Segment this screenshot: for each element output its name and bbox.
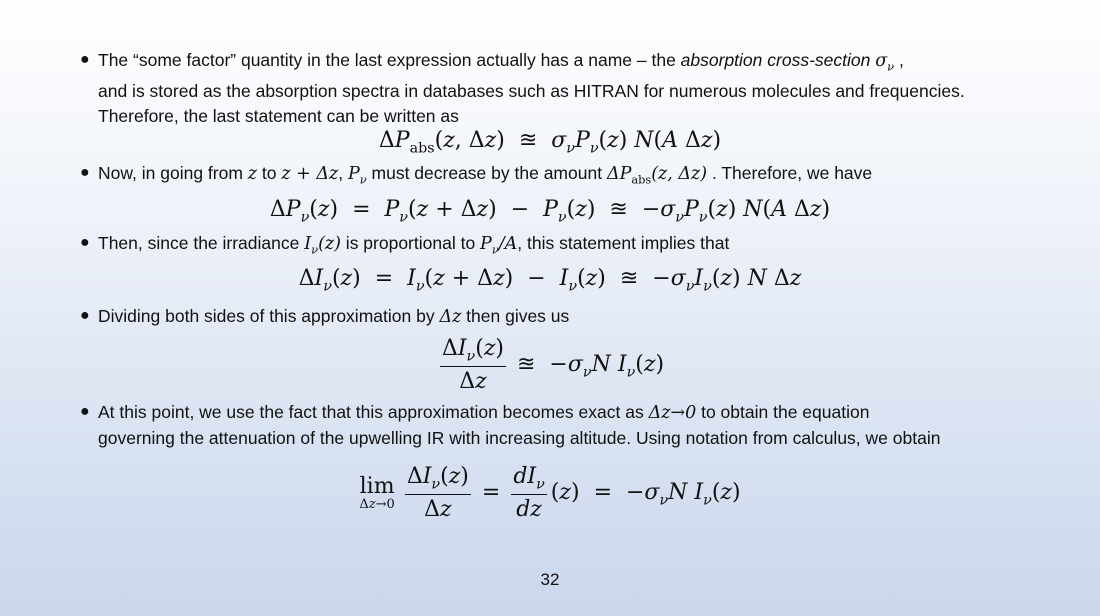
emphasis-term: absorption cross-section — [680, 50, 871, 70]
equation-2: $\Delta P_\nu(z) = P_\nu(z + \Delta z) - P_\nu(z)$ ≊ $-\sigma_\nu P_\nu(z)$ N(A Δz) — [269, 197, 831, 226]
math-expression: (z) — [318, 234, 341, 254]
bullet-text-part: , — [894, 50, 904, 70]
bullet-text — [98, 161, 1038, 192]
math-symbol: P — [480, 234, 492, 254]
bullet-text-part: Then, since the irradiance — [98, 233, 305, 253]
equation-5: lim Δz→0 $\frac{\Delta I_\nu(z)}{\Delta z}$ = $\frac{dI_\nu}{dz}$ $(z) = -\sigma_\nu N$ $I_\nu(z)$ — [359, 464, 741, 523]
limit-operator: lim Δz→0 — [359, 474, 395, 513]
math-symbol: ΔP — [606, 164, 632, 184]
bullet-text-line: and is stored as the absorption spectra in databases such as HITRAN for numerous molecules and frequencies. Therefore, the last statement can be written as — [98, 81, 965, 126]
math-subscript: ν — [311, 242, 319, 257]
fraction: $\frac{\Delta I_\nu(z)}{\Delta z}$ — [406, 464, 469, 523]
bullet-text-part: , — [338, 163, 348, 183]
bullet-text-part: then gives us — [461, 306, 570, 326]
bullet-text-part: to — [257, 163, 282, 183]
math-subscript: ν — [887, 59, 895, 74]
equation-3: $\Delta I_\nu(z) = I_\nu(z + \Delta z) - I_\nu(z)$ ≊ $-\sigma_\nu I_\nu(z)$ N Δz — [298, 266, 802, 295]
math-expression: z + Δz — [281, 164, 339, 184]
bullet-text-line: governing the attenuation of the upwelling IR with increasing altitude. Using notation from calculus, we obtain — [98, 427, 941, 448]
derivative-fraction: $\frac{dI_\nu}{dz}$ — [513, 464, 545, 523]
bullet-dot-icon: ● — [80, 51, 90, 68]
bullet-text-part: At this point, we use the fact that this approximation becomes exact as — [98, 402, 649, 422]
bullet-text-part: . Therefore, we have — [707, 163, 873, 183]
math-symbol: I — [304, 234, 312, 254]
bullet-dot-icon: ● — [80, 307, 90, 324]
math-expression: Δz — [439, 307, 462, 327]
equation-1: $\Delta P_{abs}(z$, Δz) ≊ $\sigma_\nu P_\nu(z)$ N(A Δz) — [378, 128, 722, 157]
math-symbol: z — [247, 164, 258, 184]
math-expression: Δz→0 — [648, 403, 697, 423]
bullet-text-part: to obtain the equation — [696, 402, 870, 422]
math-symbol: σ — [875, 51, 888, 71]
bullet-text — [98, 48, 1038, 128]
bullet-text-part: The “some factor” quantity in the last expression actually has a name – the — [98, 50, 681, 70]
math-subscript: ν — [359, 172, 367, 187]
math-expression: /A — [498, 234, 518, 254]
bullet-dot-icon: ● — [80, 403, 90, 420]
bullet-dot-icon: ● — [80, 164, 90, 181]
page-number: 32 — [540, 570, 560, 589]
bullet-text-part: Now, in going from — [98, 163, 248, 183]
math-subscript: abs — [631, 172, 652, 187]
equation-4: $\frac{\Delta I_\nu(z)}{\Delta z}$ ≊ $-\sigma_\nu N$ $I_\nu(z)$ — [441, 336, 665, 395]
bullet-text — [98, 231, 1038, 262]
bullet-text — [98, 400, 1088, 450]
bullet-text-part: Dividing both sides of this approximation by — [98, 306, 440, 326]
math-expression: (z, Δz) — [651, 164, 708, 184]
bullet-text-part: must decrease by the amount — [366, 163, 607, 183]
bullet-dot-icon: ● — [80, 234, 90, 251]
bullet-text-part: is proportional to — [340, 233, 481, 253]
math-symbol: P — [347, 164, 360, 184]
bullet-text-part: , this statement implies that — [517, 233, 730, 253]
math-subscript: ν — [491, 242, 499, 257]
fraction: $\frac{\Delta I_\nu(z)}{\Delta z}$ — [441, 336, 505, 395]
bullet-text — [98, 304, 1038, 330]
